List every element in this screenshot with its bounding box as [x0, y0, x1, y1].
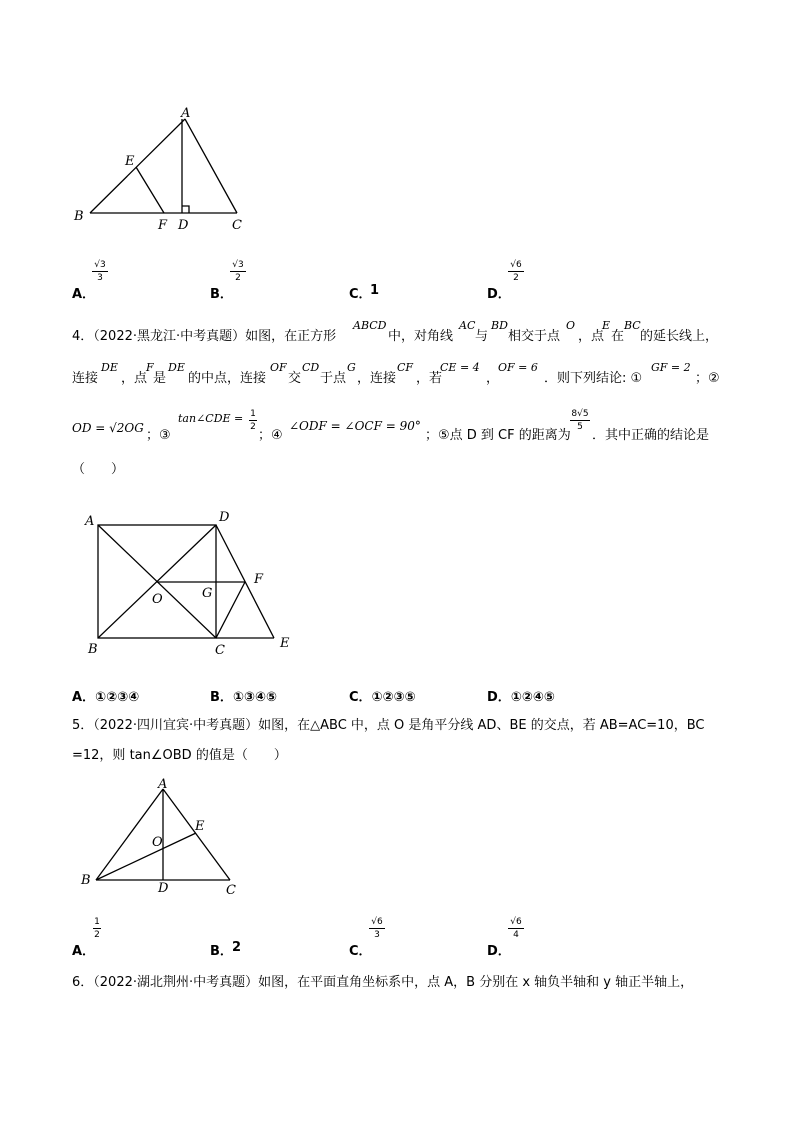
q5-option-b-value: 2: [232, 940, 242, 955]
label-b: B: [81, 873, 91, 888]
label-d: D: [178, 218, 189, 233]
q5-text-line2: =12，则 tan∠OBD 的值是（ ）: [72, 748, 287, 763]
q4-math-of6: OF = 6: [498, 361, 538, 374]
frac-den: 2: [513, 273, 519, 283]
figure-triangle-abc: [70, 105, 270, 235]
frac-num: √6: [371, 917, 383, 927]
q4-text-1d: 相交于点: [508, 329, 561, 344]
q4-math-bd: BD: [491, 319, 508, 332]
q4-math-od: OD = √2OG: [72, 421, 144, 435]
label-c: C: [215, 643, 225, 658]
q4-text-3d: ．其中正确的结论是: [592, 428, 710, 443]
q5-option-d-label[interactable]: D．: [487, 944, 511, 959]
q4-text-1a: 4．（2022·黑龙江·中考真题）如图，在正方形: [72, 329, 337, 344]
figure-square-abcd: [78, 505, 308, 665]
q4-text-1c: 与: [475, 329, 489, 344]
frac-den: 2: [235, 273, 241, 283]
label-f: F: [158, 218, 168, 233]
q4-text-3c: ；⑤点 D 到 CF 的距离为: [425, 428, 571, 443]
q4-text-2f: 于点: [320, 371, 347, 386]
q3-option-c-value: 1: [370, 283, 380, 298]
q5-option-a-label[interactable]: A．: [72, 944, 96, 959]
label-b: B: [88, 642, 98, 657]
q4-option-d[interactable]: D．①②④⑤: [487, 690, 555, 705]
q3-option-a-label[interactable]: A．: [72, 287, 96, 302]
q5-option-a-frac: [93, 917, 101, 940]
frac-den: 5: [577, 422, 583, 432]
q4-math-ac: AC: [459, 319, 476, 332]
label-o: O: [152, 592, 163, 607]
q4-frac-dist: [570, 409, 590, 432]
q4-math-angles: ∠ODF = ∠OCF = 90°: [289, 419, 421, 433]
q3-option-c-label[interactable]: C．: [349, 287, 372, 302]
q4-text-2a: 连接: [72, 371, 99, 386]
label-f: F: [254, 572, 264, 587]
label-e: E: [125, 154, 135, 169]
q4-math-bc: BC: [624, 319, 641, 332]
q4-text-3b: ；④: [258, 428, 283, 443]
frac-num: √6: [510, 260, 522, 270]
q4-math-f: F: [146, 361, 154, 374]
label-a: A: [85, 514, 95, 529]
q4-math-tan: tan∠CDE =: [178, 412, 244, 425]
label-c: C: [232, 218, 242, 233]
q4-text-3a: ；③: [146, 428, 171, 443]
q4-text-2h: ，若: [416, 371, 443, 386]
frac-den: 3: [374, 930, 380, 940]
q4-text-2g: ，连接: [357, 371, 397, 386]
label-e: E: [280, 636, 290, 651]
q4-math-g: G: [347, 361, 356, 374]
figure-triangle-abc-bisectors: [78, 775, 248, 900]
q4-option-c[interactable]: C．①②③⑤: [349, 690, 416, 705]
q4-text-2e: 交: [288, 371, 302, 386]
q3-option-d-frac: [508, 260, 524, 283]
q5-option-d-frac: [508, 917, 524, 940]
frac-num: √6: [510, 917, 522, 927]
q4-text-2d: 的中点，连接: [188, 371, 267, 386]
q4-option-a[interactable]: A．①②③④: [72, 690, 140, 705]
q4-text-2j: ．则下列结论: ①: [544, 371, 643, 386]
q3-option-b-label[interactable]: B．: [210, 287, 233, 302]
q4-math-gf: GF = 2: [651, 361, 691, 374]
q5-option-c-frac: [369, 917, 385, 940]
label-d: D: [158, 881, 169, 896]
q5-option-b-label[interactable]: B．: [210, 944, 233, 959]
q4-math-de: DE: [101, 361, 118, 374]
q4-math-cd: CD: [302, 361, 320, 374]
frac-den: 4: [513, 930, 519, 940]
frac-den: 3: [97, 273, 103, 283]
label-e: E: [195, 819, 205, 834]
q3-option-a-frac: [92, 260, 108, 283]
q6-text-line1: 6．（2022·湖北荆州·中考真题）如图，在平面直角坐标系中，点 A，B 分别在 x 轴负半轴和 y 轴正半轴上，: [72, 975, 694, 990]
frac-num: √3: [94, 260, 106, 270]
label-o: O: [152, 835, 163, 850]
q4-text-1e: ，点: [578, 329, 605, 344]
q4-math-of: OF: [270, 361, 287, 374]
q4-text-2i: ，: [486, 371, 500, 386]
label-g: G: [202, 586, 213, 601]
frac-num: 1: [250, 409, 256, 419]
q5-text-line1: 5．（2022·四川宜宾·中考真题）如图，在△ABC 中，点 O 是角平分线 AD、BE 的交点，若 AB=AC=10，BC: [72, 718, 705, 733]
q4-answer-paren: （ ）: [72, 462, 125, 477]
q3-option-d-label[interactable]: D．: [487, 287, 511, 302]
frac-den: 2: [94, 930, 100, 940]
label-b: B: [74, 209, 84, 224]
q4-math-cf: CF: [397, 361, 414, 374]
q4-math-ce: CE = 4: [440, 361, 480, 374]
frac-num: 8√5: [571, 409, 589, 419]
q4-text-1g: 的延长线上，: [640, 329, 719, 344]
q4-math-abcd: ABCD: [353, 319, 387, 332]
q4-text-2b: ，点: [121, 371, 148, 386]
frac-den: 2: [250, 422, 256, 432]
label-a: A: [181, 106, 191, 121]
frac-num: 1: [94, 917, 100, 927]
q4-math-e: E: [602, 319, 611, 332]
q4-text-2k: ；②: [695, 371, 720, 386]
q3-option-b-frac: [230, 260, 246, 283]
q4-text-1f: 在: [611, 329, 625, 344]
q4-math-o: O: [566, 319, 576, 332]
frac-num: √3: [232, 260, 244, 270]
q4-option-b[interactable]: B．①③④⑤: [210, 690, 277, 705]
q4-frac-tan: [249, 409, 257, 432]
q5-option-c-label[interactable]: C．: [349, 944, 372, 959]
label-c: C: [226, 883, 236, 898]
label-d: D: [219, 510, 230, 525]
q4-math-de2: DE: [168, 361, 185, 374]
q4-text-1b: 中，对角线: [388, 329, 454, 344]
label-a: A: [158, 777, 168, 792]
q4-text-2c: 是: [153, 371, 167, 386]
